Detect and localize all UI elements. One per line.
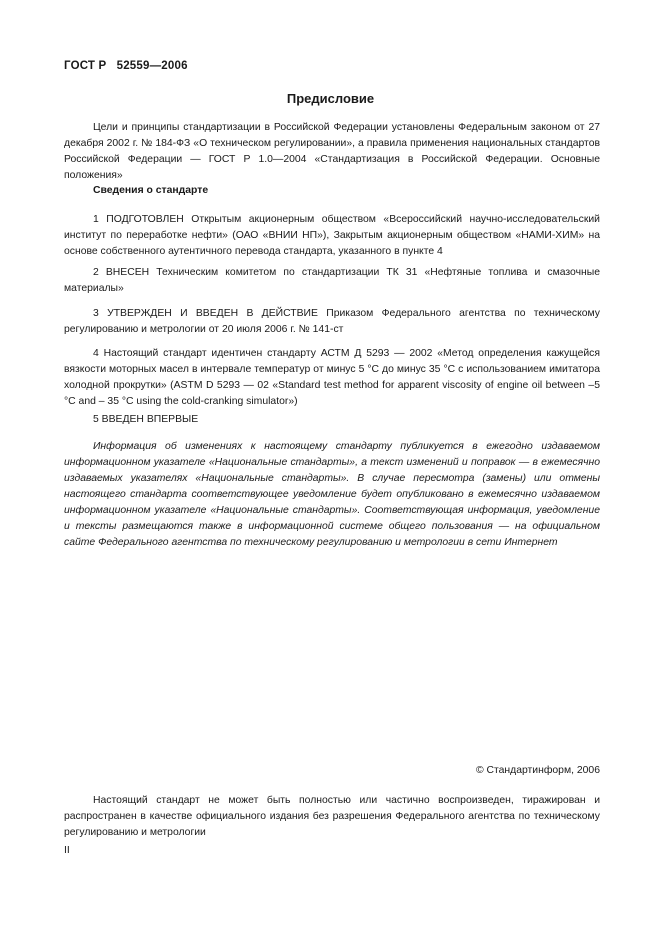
section-heading: Сведения о стандарте	[93, 185, 209, 196]
item-2-submitted: 2 ВНЕСЕН Техническим комитетом по стандартизации ТК 31 «Нефтяные топлива и смазочные материалы»	[64, 267, 600, 294]
item-3-approved: 3 УТВЕРЖДЕН И ВВЕДЕН В ДЕЙСТВИЕ Приказом Федерального агентства по техническому регулированию и метрологии от 20 июля 2006 г. № 141-ст	[64, 308, 600, 335]
page-title: Предисловие	[286, 91, 375, 106]
intro-paragraph: Цели и принципы стандартизации в Российской Федерации установлены Федеральным законом от 27 декабря 2002 г. № 184-ФЗ «О техническом регулировании», а правила применения национальных стандартов Российской Федерации — ГОСТ Р 1.0—2004 «Стандартизация в Российской Федерации. Основные положения»	[64, 122, 600, 181]
item-1-prepared: 1 ПОДГОТОВЛЕН Открытым акционерным обществом «Всероссийский научно-исследовательский институт по переработке нефти» (ОАО «ВНИИ НП»), Закрытым акционерным обществом «НАМИ-ХИМ» на основе собственного аутентичного перевода стандарта, указанного в пункте 4	[64, 214, 600, 257]
reproduction-notice: Настоящий стандарт не может быть полностью или частично воспроизведен, тиражирован и распространен в качестве официального издания без разрешения Федерального агентства по техническому регулированию и метрологии	[64, 795, 600, 838]
item-5-first-introduced: 5 ВВЕДЕН ВПЕРВЫЕ	[93, 414, 199, 425]
page-number: II	[64, 845, 70, 856]
item-4-identical: 4 Настоящий стандарт идентичен стандарту АСТМ Д 5293 — 2002 «Метод определения кажущейся вязкости моторных масел в интервале температур от минус 5 °С до минус 35 °С с использованием имитатора холодной прокрутки» (ASTM D 5293 — 02 «Standard test method for apparent viscosity of engine oil between –5 °C and – 35 °C using the cold-cranking simulator»)	[64, 348, 600, 407]
document-header: ГОСТ Р 52559—2006	[64, 60, 188, 72]
copyright-line: © Стандартинформ, 2006	[475, 765, 600, 776]
changes-notice: Информация об изменениях к настоящему стандарту публикуется в ежегодно издаваемом информационном указателе «Национальные стандарты», а текст изменений и поправок — в ежемесячно издаваемых указателях «Национальные стандарты». В случае пересмотра (замены) или отмены настоящего стандарта соответствующее уведомление будет опубликовано в ежемесячно издаваемом информационном указателе «Национальные стандарты». Соответствующая информация, уведомление и тексты размещаются также в информационной системе общего пользования — на официальном сайте Федерального агентства по техническому регулированию и метрологии в сети Интернет	[64, 441, 600, 548]
